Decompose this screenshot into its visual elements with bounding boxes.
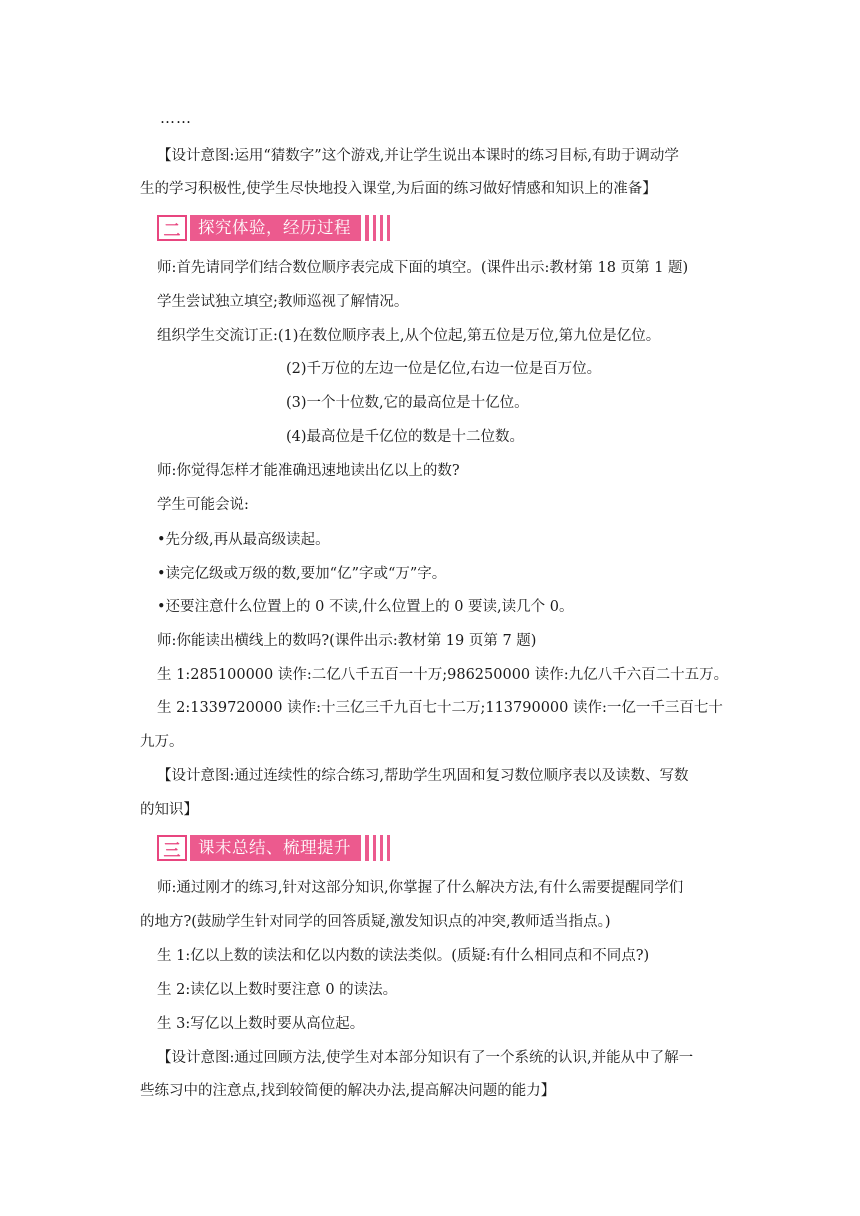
ellipsis: …… [160, 109, 192, 127]
section-number-badge: 二 [157, 215, 187, 241]
design-intent-paragraph-1-line-2: 生的学习积极性,使学生尽快地投入课堂,为后面的练习做好情感和知识上的准备】 [140, 181, 657, 197]
teacher-summary-line-2: 的地方?(鼓励学生针对同学的回答质疑,激发知识点的冲突,教师适当指点。) [140, 914, 611, 930]
student-answer-2-line-2: 九万。 [140, 734, 184, 750]
correction-item-2: (2)千万位的左边一位是亿位,右边一位是百万位。 [286, 361, 602, 377]
student-answer-2-line-1: 生 2:1339720000 读作:十三亿三千九百七十二万;113790000 读作:一亿一千三百七十 [157, 700, 723, 716]
section-number-badge: 三 [157, 835, 187, 861]
teacher-line-3: 师:你能读出横线上的数吗?(课件出示:教材第 19 页第 7 题) [157, 633, 537, 649]
section-title: 课末总结、梳理提升 [190, 835, 361, 861]
section-title: 探究体验，经历过程 [190, 215, 361, 241]
students-try-line: 学生尝试独立填空;教师巡视了解情况。 [157, 294, 409, 310]
bullet-item-3: •还要注意什么位置上的 0 不读,什么位置上的 0 要读,读几个 0。 [157, 599, 574, 615]
section-banner-3 [157, 835, 394, 861]
teacher-line-2: 师:你觉得怎样才能准确迅速地读出亿以上的数? [157, 463, 460, 479]
student-summary-3: 生 3:写亿以上数时要从高位起。 [157, 1016, 365, 1032]
correction-item-1: 组织学生交流订正:(1)在数位顺序表上,从个位起,第五位是万位,第九位是亿位。 [157, 328, 661, 344]
teacher-line-1: 师:首先请同学们结合数位顺序表完成下面的填空。(课件出示:教材第 18 页第 1 题) [157, 260, 689, 276]
correction-item-4: (4)最高位是千亿位的数是十二位数。 [286, 429, 525, 445]
design-intent-paragraph-3-line-1: 【设计意图:通过回顾方法,使学生对本部分知识有了一个系统的认识,并能从中了解一 [157, 1050, 694, 1066]
student-summary-1: 生 1:亿以上数的读法和亿以内数的读法类似。(质疑:有什么相同点和不同点?) [157, 948, 650, 964]
design-intent-paragraph-2-line-1: 【设计意图:通过连续性的综合练习,帮助学生巩固和复习数位顺序表以及读数、写数 [157, 768, 689, 784]
bullet-item-1: •先分级,再从最高级读起。 [157, 532, 330, 548]
design-intent-paragraph-3-line-2: 些练习中的注意点,找到较简便的解决办法,提高解决问题的能力】 [140, 1083, 556, 1099]
design-intent-paragraph-1-line-1: 【设计意图:运用“猜数字”这个游戏,并让学生说出本课时的练习目标,有助于调动学 [157, 148, 679, 164]
teacher-summary-line-1: 师:通过刚才的练习,针对这部分知识,你掌握了什么解决方法,有什么需要提醒同学们 [157, 880, 684, 896]
student-answer-1: 生 1:285100000 读作:二亿八千五百一十万;986250000 读作:九亿八千六百二十五万。 [157, 667, 729, 683]
students-may-say-line: 学生可能会说: [157, 497, 249, 513]
section-banner-2 [157, 215, 394, 241]
decorative-stripes [365, 835, 394, 861]
correction-item-3: (3)一个十位数,它的最高位是十亿位。 [286, 395, 529, 411]
student-summary-2: 生 2:读亿以上数时要注意 0 的读法。 [157, 982, 398, 998]
design-intent-paragraph-2-line-2: 的知识】 [140, 802, 198, 818]
decorative-stripes [365, 215, 394, 241]
bullet-item-2: •读完亿级或万级的数,要加“亿”字或“万”字。 [157, 566, 447, 582]
